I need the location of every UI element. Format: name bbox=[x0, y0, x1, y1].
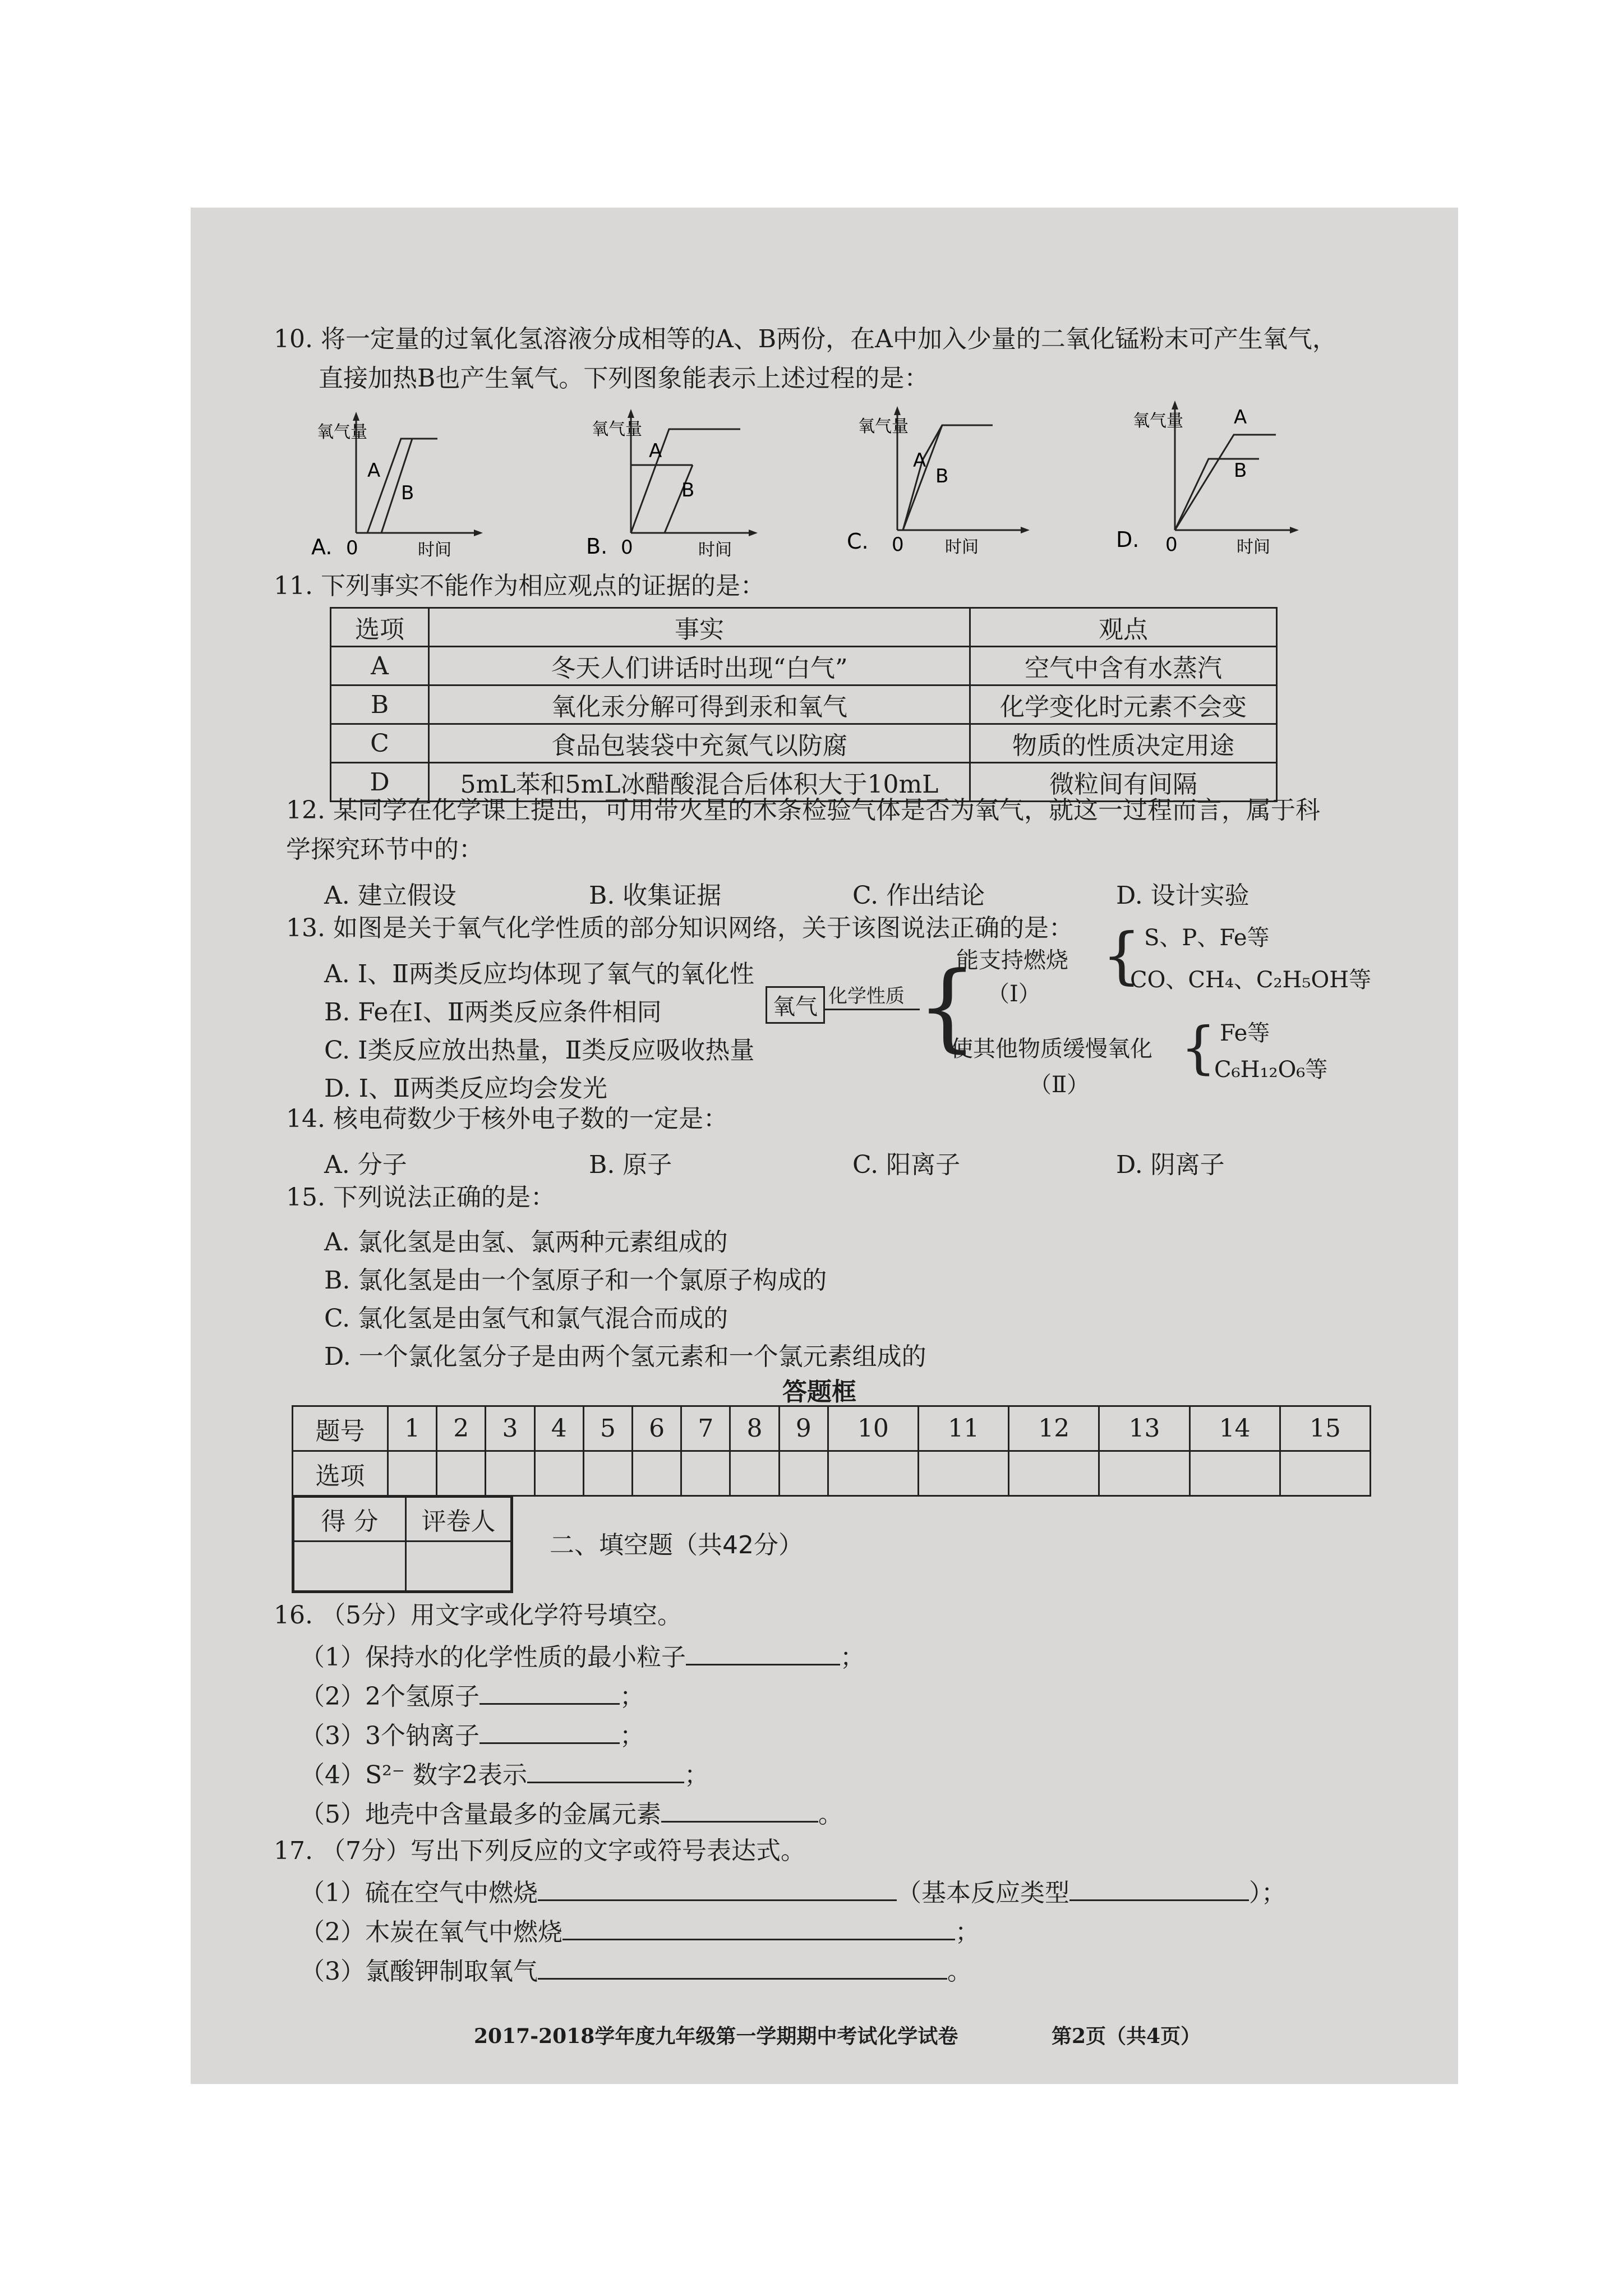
answer-number: 6 bbox=[633, 1406, 681, 1451]
graph-b-letter: B. bbox=[586, 534, 608, 559]
q17-item-2-end: ； bbox=[955, 1918, 980, 1947]
q16-answer-1[interactable] bbox=[686, 1639, 840, 1665]
graph-c-svg bbox=[847, 398, 1060, 561]
graph-d-letter: D. bbox=[1116, 527, 1140, 552]
q15-option-b: B. 氯化氢是由一个氢原子和一个氯原子构成的 bbox=[324, 1266, 827, 1295]
q12-line1: 12. 某同学在化学课上提出，可用带火星的木条检验气体是否为氧气，就这一过程而言，属于科 bbox=[286, 796, 1320, 825]
q11-cell: 冬天人们讲话时出现“白气” bbox=[429, 647, 970, 685]
q13-option-b: B. Fe在Ⅰ、Ⅱ两类反应条件相同 bbox=[324, 998, 662, 1027]
q14-option-b: B. 原子 bbox=[589, 1151, 672, 1179]
q13-option-c: C. Ⅰ类反应放出热量，Ⅱ类反应吸收热量 bbox=[324, 1036, 755, 1065]
q10-line2: 直接加热B也产生氧气。下列图象能表示上述过程的是： bbox=[319, 364, 929, 393]
answer-number: 3 bbox=[486, 1406, 534, 1451]
q15-stem: 15. 下列说法正确的是： bbox=[286, 1183, 555, 1212]
branch2-item2: C₆H₁₂O₆等 bbox=[1214, 1057, 1328, 1083]
q16-item-2-text: （2）2个氢原子 bbox=[300, 1682, 479, 1711]
graph-a-ylabel: 氧气量 bbox=[317, 422, 367, 442]
answer-cell[interactable] bbox=[730, 1451, 779, 1496]
answer-number: 13 bbox=[1099, 1406, 1189, 1451]
graph-c-letter: C. bbox=[847, 529, 869, 554]
q11-cell: 食品包装袋中充氮气以防腐 bbox=[429, 724, 970, 763]
graph-c-ylabel: 氧气量 bbox=[858, 417, 909, 436]
branch2-item1: Fe等 bbox=[1220, 1020, 1270, 1046]
q15-option-a: A. 氯化氢是由氢、氯两种元素组成的 bbox=[324, 1228, 728, 1257]
q13-option-a: A. Ⅰ、Ⅱ两类反应均体现了氧气的氧化性 bbox=[324, 960, 755, 988]
q11-stem: 11. 下列事实不能作为相应观点的证据的是： bbox=[274, 572, 765, 600]
footer-page: 第2页（共4页） bbox=[1052, 2024, 1201, 2048]
q12-option-d: D. 设计实验 bbox=[1116, 881, 1249, 910]
answer-number: 8 bbox=[730, 1406, 779, 1451]
graph-b bbox=[586, 401, 788, 561]
branch2-num: （Ⅱ） bbox=[1029, 1072, 1090, 1098]
q17-item-3-text: （3）氯酸钾制取氧气 bbox=[300, 1957, 538, 1986]
q16-item-5 bbox=[300, 1796, 843, 1832]
q11-cell: 氧化汞分解可得到汞和氧气 bbox=[429, 685, 970, 724]
q17-item-2 bbox=[300, 1914, 980, 1949]
q11-cell: B bbox=[331, 685, 429, 724]
q14-stem: 14. 核电荷数少于核外电子数的一定是： bbox=[286, 1105, 728, 1133]
q16-item-5-end: 。 bbox=[818, 1800, 843, 1829]
answer-number: 4 bbox=[534, 1406, 583, 1451]
grader-label: 评卷人 bbox=[406, 1497, 512, 1542]
graph-c-line-b: B bbox=[935, 465, 949, 487]
answer-number: 14 bbox=[1189, 1406, 1280, 1451]
graph-a-line-b: B bbox=[401, 482, 414, 504]
q12-line2: 学探究环节中的： bbox=[286, 835, 483, 864]
graph-a-line-a: A bbox=[367, 459, 381, 482]
exam-paper bbox=[191, 208, 1458, 2084]
q16-item-2-end: ； bbox=[620, 1682, 644, 1711]
answer-table bbox=[292, 1405, 1371, 1497]
q17-item-1-text: （1）硫在空气中燃烧 bbox=[300, 1879, 538, 1907]
graph-a-letter: A. bbox=[311, 535, 333, 559]
answer-cell[interactable] bbox=[388, 1451, 437, 1496]
q15-option-c: C. 氯化氢是由氢气和氯气混合而成的 bbox=[324, 1304, 728, 1333]
answer-row-label-number: 题号 bbox=[293, 1406, 388, 1451]
q12-option-b: B. 收集证据 bbox=[589, 881, 722, 910]
answer-box-title: 答题框 bbox=[782, 1378, 856, 1406]
q11-header-view: 观点 bbox=[970, 608, 1277, 647]
graph-d-line-a: A bbox=[1234, 406, 1247, 429]
q16-item-1-end: ； bbox=[840, 1643, 865, 1672]
grader-field[interactable] bbox=[406, 1542, 512, 1592]
answer-number: 7 bbox=[681, 1406, 730, 1451]
table-row bbox=[331, 724, 1277, 763]
score-label: 得 分 bbox=[293, 1497, 406, 1542]
graph-c-xlabel: 时间 bbox=[945, 537, 979, 557]
q16-answer-4[interactable] bbox=[527, 1757, 684, 1783]
graph-b-line-b: B bbox=[681, 479, 695, 501]
branch1-item2: CO、CH₄、C₂H₅OH等 bbox=[1130, 967, 1372, 993]
branch1-label: 能支持燃烧 bbox=[956, 947, 1068, 973]
q16-stem: 16. （5分）用文字或化学符号填空。 bbox=[274, 1601, 682, 1630]
graph-a-svg bbox=[311, 404, 513, 561]
q11-header-fact: 事实 bbox=[429, 608, 970, 647]
graph-d-origin: 0 bbox=[1165, 533, 1178, 556]
graph-c-origin: 0 bbox=[892, 533, 904, 556]
q16-item-2 bbox=[300, 1678, 644, 1714]
answer-cell[interactable] bbox=[1009, 1451, 1099, 1496]
section2-title: 二、填空题（共42分） bbox=[550, 1531, 803, 1559]
q16-answer-3[interactable] bbox=[479, 1718, 620, 1744]
q17-item-1-mid: （基本反应类型 bbox=[897, 1879, 1069, 1907]
answer-cell[interactable] bbox=[828, 1451, 918, 1496]
q14-option-a: A. 分子 bbox=[324, 1151, 407, 1179]
q11-cell: A bbox=[331, 647, 429, 685]
answer-number: 9 bbox=[779, 1406, 828, 1451]
branch1-item1: S、P、Fe等 bbox=[1144, 925, 1270, 951]
graph-b-line-a: A bbox=[649, 440, 662, 462]
q17-answer-2[interactable] bbox=[562, 1914, 955, 1940]
answer-cell[interactable] bbox=[633, 1451, 681, 1496]
graph-d bbox=[1116, 393, 1329, 561]
q16-item-3-text: （3）3个钠离子 bbox=[300, 1722, 479, 1750]
q11-cell: 物质的性质决定用途 bbox=[970, 724, 1277, 763]
q16-answer-2[interactable] bbox=[479, 1678, 620, 1705]
q14-option-c: C. 阳离子 bbox=[852, 1151, 961, 1179]
q14-option-d: D. 阴离子 bbox=[1116, 1151, 1225, 1179]
answer-row-label-choice: 选项 bbox=[293, 1451, 388, 1496]
q16-item-1-text: （1）保持水的化学性质的最小粒子 bbox=[300, 1643, 686, 1672]
q13-option-d: D. Ⅰ、Ⅱ两类反应均会发光 bbox=[324, 1074, 607, 1103]
q11-cell: 微粒间有间隔 bbox=[970, 763, 1277, 802]
answer-cell[interactable] bbox=[437, 1451, 486, 1496]
arrow-line bbox=[824, 1009, 920, 1010]
answer-number: 11 bbox=[919, 1406, 1009, 1451]
q16-item-4 bbox=[300, 1757, 709, 1792]
branch2-brace: { bbox=[1181, 1015, 1216, 1080]
answer-number: 15 bbox=[1280, 1406, 1370, 1451]
graph-a-xlabel: 时间 bbox=[418, 540, 451, 560]
graph-d-ylabel: 氧气量 bbox=[1133, 411, 1183, 431]
answer-cell[interactable] bbox=[486, 1451, 534, 1496]
answer-cell[interactable] bbox=[919, 1451, 1009, 1496]
q12-option-c: C. 作出结论 bbox=[852, 881, 985, 910]
q17-answer-1[interactable] bbox=[538, 1875, 897, 1901]
answer-cell[interactable] bbox=[583, 1451, 632, 1496]
graph-b-xlabel: 时间 bbox=[698, 540, 732, 560]
q16-item-4-text: （4）S²⁻ 数字2表示 bbox=[300, 1761, 527, 1789]
q11-cell: D bbox=[331, 763, 429, 802]
q11-table bbox=[330, 607, 1278, 802]
answer-number: 1 bbox=[388, 1406, 437, 1451]
q17-item-2-text: （2）木炭在氧气中燃烧 bbox=[300, 1918, 562, 1947]
q11-cell: C bbox=[331, 724, 429, 763]
q11-cell: 5mL苯和5mL冰醋酸混合后体积大于10mL bbox=[429, 763, 970, 802]
main-brace: { bbox=[917, 951, 978, 1062]
footer-title: 2017-2018学年度九年级第一学期期中考试化学试卷 bbox=[474, 2024, 958, 2048]
graph-a bbox=[311, 404, 513, 561]
answer-cell[interactable] bbox=[1189, 1451, 1280, 1496]
q17-stem: 17. （7分）写出下列反应的文字或符号表达式。 bbox=[274, 1837, 805, 1865]
answer-number: 2 bbox=[437, 1406, 486, 1451]
oxygen-box: 氧气 bbox=[766, 986, 825, 1024]
graph-d-xlabel: 时间 bbox=[1237, 537, 1270, 557]
arrow-label: 化学性质 bbox=[828, 985, 905, 1007]
branch2-label: 使其他物质缓慢氧化 bbox=[951, 1036, 1152, 1062]
graph-b-svg bbox=[586, 401, 788, 561]
answer-number-row bbox=[293, 1406, 1371, 1451]
q11-cell: 化学变化时元素不会变 bbox=[970, 685, 1277, 724]
graph-d-svg bbox=[1116, 393, 1329, 561]
answer-number: 5 bbox=[583, 1406, 632, 1451]
q11-cell: 空气中含有水蒸汽 bbox=[970, 647, 1277, 685]
q16-item-5-text: （5）地壳中含量最多的金属元素 bbox=[300, 1800, 661, 1829]
q15-option-d: D. 一个氯化氢分子是由两个氢元素和一个氯元素组成的 bbox=[324, 1342, 926, 1371]
q17-item-1-end: ）； bbox=[1249, 1879, 1286, 1907]
q11-header-row bbox=[331, 608, 1277, 647]
graph-a-origin: 0 bbox=[346, 537, 358, 559]
answer-number: 10 bbox=[828, 1406, 918, 1451]
q17-item-1 bbox=[300, 1875, 1286, 1910]
score-field[interactable] bbox=[293, 1542, 406, 1592]
q12-option-a: A. 建立假设 bbox=[324, 881, 457, 910]
graph-b-origin: 0 bbox=[621, 536, 633, 559]
q16-answer-5[interactable] bbox=[661, 1796, 818, 1823]
score-box-header bbox=[293, 1497, 512, 1542]
q16-item-1 bbox=[300, 1639, 865, 1674]
graph-b-ylabel: 氧气量 bbox=[592, 420, 642, 439]
table-row bbox=[331, 647, 1277, 685]
score-box-body bbox=[293, 1542, 512, 1592]
q16-item-3 bbox=[300, 1718, 644, 1753]
answer-cell[interactable] bbox=[779, 1451, 828, 1496]
q13-diagram bbox=[766, 920, 1458, 1105]
graph-c bbox=[847, 398, 1060, 561]
q17-item-3 bbox=[300, 1953, 972, 1989]
table-row bbox=[331, 685, 1277, 724]
q10-line1: 10. 将一定量的过氧化氢溶液分成相等的A、B两份，在A中加入少量的二氧化锰粉末可产生氧气， bbox=[274, 325, 1337, 353]
answer-cell[interactable] bbox=[1280, 1451, 1370, 1496]
answer-cell[interactable] bbox=[534, 1451, 583, 1496]
branch1-brace: { bbox=[1102, 919, 1141, 991]
q17-answer-3[interactable] bbox=[538, 1953, 947, 1980]
answer-number: 12 bbox=[1009, 1406, 1099, 1451]
q11-header-option: 选项 bbox=[331, 608, 429, 647]
answer-choice-row bbox=[293, 1451, 1371, 1496]
q16-item-4-end: ； bbox=[684, 1761, 709, 1789]
score-box bbox=[292, 1495, 513, 1593]
q16-item-3-end: ； bbox=[620, 1722, 644, 1750]
graph-c-line-a: A bbox=[913, 449, 926, 472]
answer-cell[interactable] bbox=[681, 1451, 730, 1496]
q13-stem: 13. 如图是关于氧气化学性质的部分知识网络，关于该图说法正确的是： bbox=[286, 914, 1073, 942]
branch1-num: （Ⅰ） bbox=[987, 981, 1041, 1007]
graph-d-line-b: B bbox=[1234, 459, 1247, 482]
q17-item-3-end: 。 bbox=[947, 1957, 972, 1986]
q17-reaction-type-1[interactable] bbox=[1069, 1875, 1249, 1901]
answer-cell[interactable] bbox=[1099, 1451, 1189, 1496]
